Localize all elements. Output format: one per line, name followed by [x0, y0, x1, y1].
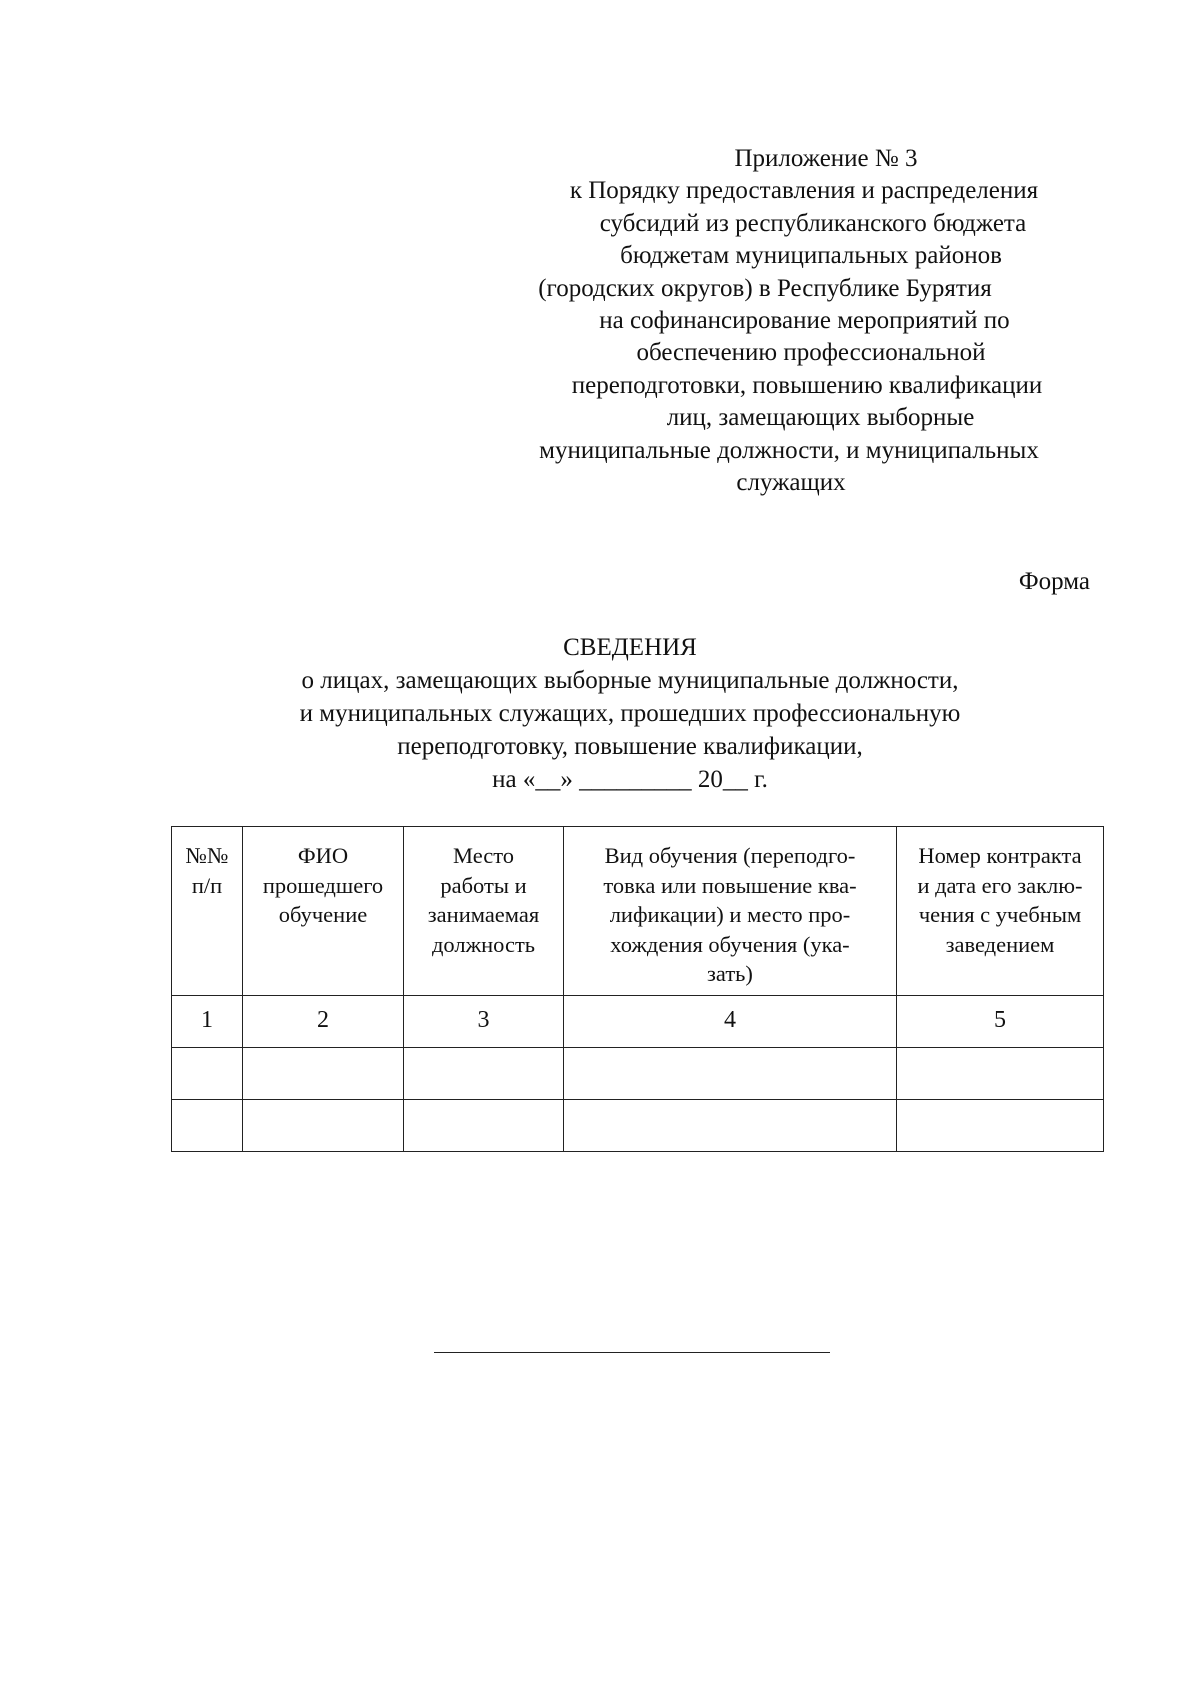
appendix-line-3: субсидий из республиканского бюджета	[599, 209, 1027, 237]
title-line-4: на «__» _________ 20__ г.	[492, 766, 768, 793]
appendix-line-1: Приложение № 3	[734, 145, 918, 172]
header-text: п/п	[191, 872, 223, 898]
header-text: Номер контракта	[918, 843, 1082, 868]
title-heading: СВЕДЕНИЯ	[563, 634, 697, 661]
column-number-2: 2	[243, 995, 404, 1047]
form-label: Форма	[1018, 568, 1090, 595]
header-text: заведением	[945, 931, 1055, 957]
appendix-line-5: (городских округов) в Республике Бурятия	[538, 274, 992, 302]
document-title	[190, 631, 1070, 796]
header-text: прошедшего	[262, 872, 384, 898]
appendix-line-11: служащих	[736, 469, 846, 497]
empty-cell	[564, 1047, 897, 1099]
report-table	[171, 826, 1104, 1152]
appendix-line-6: на софинансирование мероприятий по	[599, 307, 1010, 335]
header-text: ФИО	[297, 843, 349, 868]
column-number-3: 3	[404, 995, 564, 1047]
header-cell-fio	[243, 827, 404, 996]
title-line-1: о лицах, замещающих выборные муниципальные должности,	[301, 667, 959, 694]
table-header-row	[172, 827, 1104, 996]
empty-cell	[172, 1047, 243, 1099]
appendix-line-4: бюджетам муниципальных районов	[620, 242, 1002, 270]
appendix-line-9: лиц, замещающих выборные	[666, 404, 975, 432]
appendix-header	[488, 143, 1148, 499]
header-cell-workplace	[404, 827, 564, 996]
header-text: зать)	[707, 961, 753, 986]
table-number-row	[172, 995, 1104, 1047]
header-text: должность	[431, 931, 536, 957]
empty-cell	[897, 1099, 1104, 1151]
empty-cell	[243, 1047, 404, 1099]
column-number-1: 1	[172, 995, 243, 1047]
signature-line	[434, 1352, 830, 1353]
empty-cell	[404, 1099, 564, 1151]
title-line-2: и муниципальных служащих, прошедших профессиональную	[299, 700, 961, 727]
header-text: занимаемая	[427, 902, 540, 927]
header-text: работы и	[440, 872, 527, 898]
header-text: и дата его заклю-	[917, 872, 1083, 898]
column-number-4: 4	[564, 995, 897, 1047]
appendix-line-2: к Порядку предоставления и распределения	[569, 177, 1039, 205]
header-text: товка или повышение ква-	[603, 872, 857, 898]
header-text: чения с учебным	[918, 902, 1082, 927]
empty-cell	[172, 1099, 243, 1151]
appendix-line-8: переподготовки, повышению квалификации	[571, 371, 1043, 399]
empty-cell	[897, 1047, 1104, 1099]
header-cell-number	[172, 827, 243, 996]
empty-cell	[243, 1099, 404, 1151]
header-text: обучение	[278, 902, 368, 927]
column-number-5: 5	[897, 995, 1104, 1047]
table-row	[172, 1099, 1104, 1151]
header-cell-contract	[897, 827, 1104, 996]
header-cell-training-type	[564, 827, 897, 996]
empty-cell	[404, 1047, 564, 1099]
title-line-3: переподготовку, повышение квалификации,	[397, 733, 863, 760]
header-text: №№	[185, 843, 229, 868]
appendix-line-7: обеспечению профессиональной	[636, 339, 986, 367]
table-row	[172, 1047, 1104, 1099]
header-text: Вид обучения (переподго-	[604, 843, 856, 868]
header-text: хождения обучения (ука-	[610, 931, 850, 957]
header-text: лификации) и место про-	[609, 902, 851, 927]
appendix-line-10: муниципальные должности, и муниципальных	[539, 436, 1039, 464]
header-text: Место	[452, 843, 515, 868]
empty-cell	[564, 1099, 897, 1151]
